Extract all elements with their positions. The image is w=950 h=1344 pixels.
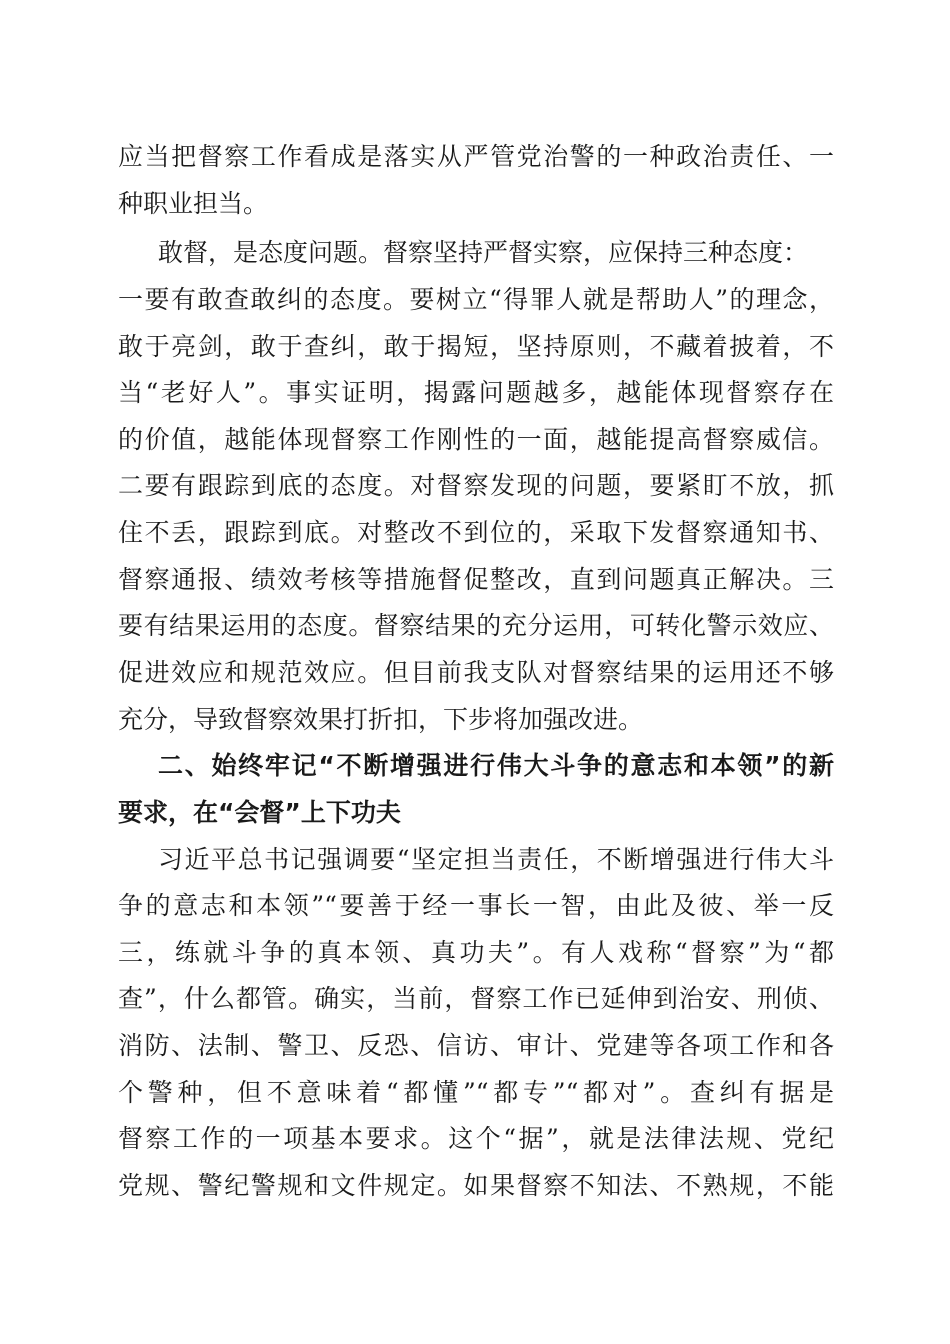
text-line: 当“老好人”。事实证明，揭露问题越多，越能体现督察存在 [118,378,834,407]
text-line: 充分，导致督察效果打折扣，下步将加强改进。 [118,705,644,734]
section-heading: 要求，在“会督”上下功夫 [118,798,401,827]
section-heading: 二、始终牢记“不断增强进行伟大斗争的意志和本领”的新 [158,751,834,780]
text-line: 种职业担当。 [118,189,269,218]
text-line: 查”，什么都管。确实，当前，督察工作已延伸到治安、刑侦、 [118,984,834,1013]
text-line: 个警种，但不意味着“都懂”“都专”“都对”。查纠有据是 [118,1078,834,1107]
text-line: 党规、警纪警规和文件规定。如果督察不知法、不熟规，不能 [118,1171,834,1200]
text-line: 要有结果运用的态度。督察结果的充分运用，可转化警示效应、 [118,611,834,640]
text-line: 消防、法制、警卫、反恐、信访、审计、党建等各项工作和各 [118,1031,834,1060]
text-line: 争的意志和本领”“要善于经一事长一智，由此及彼、举一反 [118,891,834,920]
text-line: 三，练就斗争的真本领、真功夫”。有人戏称“督察”为“都 [118,938,834,967]
text-line: 督察通报、绩效考核等措施督促整改，直到问题真正解决。三 [118,565,834,594]
paragraph-first-line: 习近平总书记强调要“坚定担当责任，不断增强进行伟大斗 [158,845,834,874]
text-line: 促进效应和规范效应。但目前我支队对督察结果的运用还不够 [118,658,834,687]
text-line: 敢于亮剑，敢于查纠，敢于揭短，坚持原则，不藏着披着，不 [118,332,834,361]
text-line: 住不丢，跟踪到底。对整改不到位的，采取下发督察通知书、 [118,518,834,547]
text-line: 应当把督察工作看成是落实从严管党治警的一种政治责任、一 [118,142,834,171]
text-line: 一要有敢查敢纠的态度。要树立“得罪人就是帮助人”的理念， [118,285,834,314]
text-line: 二要有跟踪到底的态度。对督察发现的问题，要紧盯不放，抓 [118,471,834,500]
text-line: 督察工作的一项基本要求。这个“据”，就是法律法规、党纪 [118,1124,834,1153]
paragraph-first-line: 敢督，是态度问题。督察坚持严督实察，应保持三种态度： [158,238,809,267]
text-line: 的价值，越能体现督察工作刚性的一面，越能提高督察威信。 [118,425,834,454]
